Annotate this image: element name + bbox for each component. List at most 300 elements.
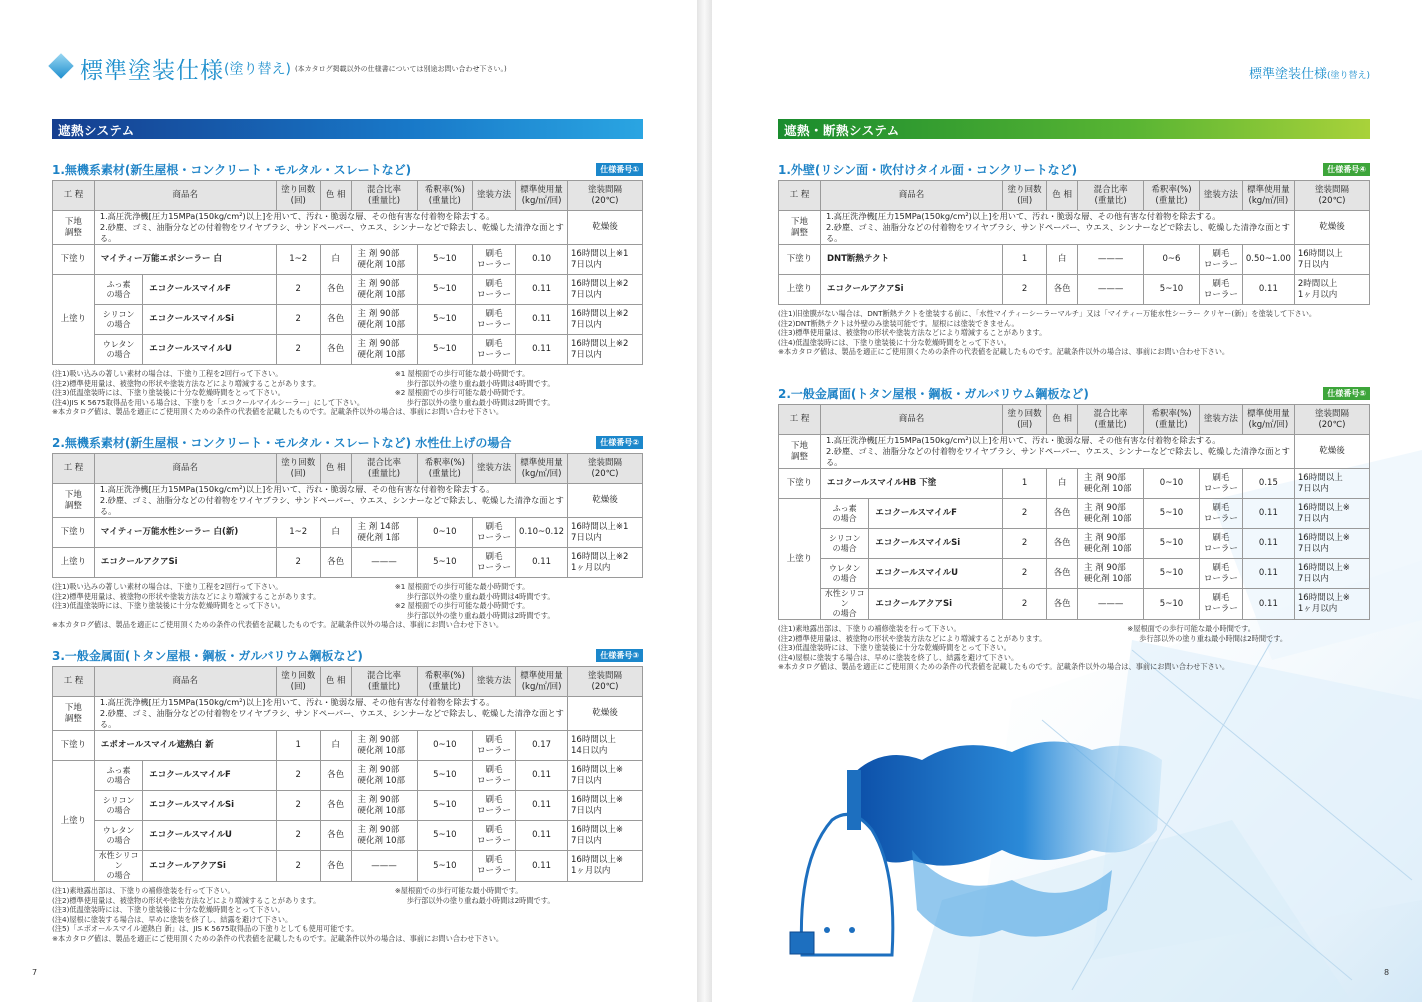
spec-number-badge: 仕様番号④	[1323, 163, 1370, 176]
column-header: 商品名	[94, 181, 276, 211]
page-title	[52, 52, 507, 82]
note-line: (注2)標準使用量は、被塗物の形状や塗装方法などにより増減することがあります。	[52, 378, 321, 388]
spec-section-3	[52, 647, 643, 944]
interval-cell: 乾燥後	[1294, 435, 1369, 469]
table-row	[53, 335, 643, 365]
column-header: 希釈率(%) (重量比)	[417, 667, 472, 697]
color-cell: 各色	[320, 791, 351, 821]
color-cell: 各色	[1047, 499, 1078, 529]
notes-right	[1127, 624, 1287, 643]
interval-cell: 2時間以上 1ヶ月以内	[1294, 275, 1369, 305]
coats-cell: 2	[276, 821, 320, 851]
mix-ratio-cell: 主 剤 90部 硬化剤 10部	[1078, 469, 1144, 499]
column-header: 色 相	[320, 181, 351, 211]
column-header: 塗装間隔 (20℃)	[1294, 405, 1369, 435]
section-title	[778, 161, 1370, 180]
note-line: (注3)低温塗装時には、下塗り塗装後に十分な乾燥時間をとって下さい。	[778, 643, 1011, 653]
spec-number-badge: 仕様番号①	[596, 163, 643, 176]
note-line: (注1)素地露出部は、下塗りの補修塗装を行って下さい。	[778, 624, 961, 633]
column-header: 塗装間隔 (20℃)	[568, 181, 643, 211]
step-cell: 下塗り	[53, 245, 95, 275]
table-row	[779, 469, 1370, 499]
step-cell: 下塗り	[779, 245, 821, 275]
column-header: 標準使用量 (kg/㎡/回)	[516, 454, 568, 484]
diamond-icon	[48, 53, 73, 78]
notes-right	[395, 369, 555, 407]
finish-type-cell: シリコン の場合	[94, 791, 142, 821]
spec-table	[52, 180, 643, 365]
spec-section-2	[52, 434, 643, 630]
table-row	[779, 589, 1370, 620]
mix-ratio-cell: ———	[1078, 245, 1144, 275]
product-name-cell: エコクールスマイルF	[143, 761, 276, 791]
spec-section-5	[778, 385, 1370, 672]
column-header: 希釈率(%) (重量比)	[1144, 405, 1200, 435]
table-row	[779, 559, 1370, 589]
finish-type-cell: ウレタン の場合	[94, 335, 142, 365]
column-header: 塗り回数 (回)	[276, 181, 320, 211]
color-cell: 各色	[1047, 589, 1078, 620]
note-line: (注5)「エポオールスマイル遮熱白 新」は、JIS K 5675取得品の下塗りとしても使用可能です。	[52, 924, 359, 934]
interval-cell: 16時間以上 7日以内	[1294, 245, 1369, 275]
usage-cell: 0.11	[516, 275, 568, 305]
table-row-prep	[779, 435, 1370, 469]
coats-cell: 2	[276, 791, 320, 821]
prep-text-cell: 1.高圧洗浄機[圧力15MPa(150kg/cm²)以上]を用いて、汚れ・脆弱な層、その他有害な付着物を除去する。 2.砂塵、ゴミ、油脂分などの付着物をワイヤブラシ、サンドペーパー、ウエス、シンナーなどで除去し、乾燥した清浄な面とする。	[94, 484, 567, 518]
interval-cell: 16時間以上※2 7日以内	[568, 275, 643, 305]
column-header: 希釈率(%) (重量比)	[1144, 181, 1200, 211]
note-line: (注3)低温塗装時には、下塗り塗装後に十分な乾燥時間をとって下さい。	[52, 905, 285, 915]
table-row-prep	[779, 211, 1370, 245]
coats-cell: 2	[276, 548, 320, 578]
column-header: 希釈率(%) (重量比)	[417, 454, 472, 484]
interval-cell: 16時間以上※1 7日以内	[568, 518, 643, 548]
usage-cell: 0.11	[1242, 529, 1294, 559]
note-line: (注2)標準使用量は、被塗物の形状や塗装方法などにより増減することがあります。	[52, 591, 321, 601]
coats-cell: 2	[1002, 529, 1046, 559]
spec-table	[52, 453, 643, 578]
interval-cell: 16時間以上※ 1ヶ月以内	[568, 851, 643, 882]
step-cell: 下塗り	[53, 731, 95, 761]
interval-cell: 16時間以上※1 7日以内	[568, 245, 643, 275]
product-name-cell: エコクールスマイルF	[143, 275, 276, 305]
interval-cell: 16時間以上※ 7日以内	[568, 821, 643, 851]
note-line: ※2 屋根面での歩行可能な最小時間です。	[394, 601, 530, 611]
table-header-row	[779, 181, 1370, 211]
section-title-text: 1.無機系素材(新生屋根・コンクリート・モルタル・スレートなど)	[52, 163, 412, 177]
product-name-cell: エコクールアクアSi	[143, 851, 276, 882]
mix-ratio-cell: 主 剤 90部 硬化剤 10部	[351, 305, 417, 335]
step-cell: 下地 調整	[779, 211, 821, 245]
column-header: 塗り回数 (回)	[276, 667, 320, 697]
title-main: 標準塗装仕様	[80, 58, 224, 84]
note-line: ※本カタログ値は、製品を適正にご使用頂くための条件の代表値を記載したものです。記載条件以外の場合は、事前にお問い合わせ下さい。	[52, 933, 504, 943]
color-cell: 各色	[320, 548, 351, 578]
note-line: 歩行部以外の塗り重ね最小時間は2時間です。	[406, 895, 555, 905]
column-header: 標準使用量 (kg/㎡/回)	[1242, 181, 1294, 211]
note-line: ※屋根面での歩行可能な最小時間です。	[394, 886, 523, 895]
column-header: 塗装方法	[1199, 181, 1242, 211]
mix-ratio-cell: 主 剤 90部 硬化剤 10部	[351, 821, 417, 851]
color-cell: 各色	[320, 851, 351, 882]
column-header: 塗装方法	[473, 454, 516, 484]
finish-type-cell: ふっ素 の場合	[94, 275, 142, 305]
interval-cell: 16時間以上 14日以内	[568, 731, 643, 761]
product-name-cell: DNT断熱テクト	[820, 245, 1002, 275]
column-header: 塗装間隔 (20℃)	[1294, 181, 1369, 211]
table-row	[53, 518, 643, 548]
product-name-cell: マイティー万能エポシーラー 白	[94, 245, 276, 275]
page-gutter	[697, 0, 712, 1002]
section-title	[778, 385, 1370, 404]
prep-text-cell: 1.高圧洗浄機[圧力15MPa(150kg/cm²)以上]を用いて、汚れ・脆弱な層、その他有害な付着物を除去する。 2.砂塵、ゴミ、油脂分などの付着物をワイヤブラシ、サンドペーパー、ウエス、シンナーなどで除去し、乾燥した清浄な面とする。	[94, 697, 567, 731]
interval-cell: 16時間以上※ 7日以内	[1294, 499, 1369, 529]
finish-type-cell: ウレタン の場合	[820, 559, 868, 589]
note-line: (注3)低温塗装時には、下塗り塗装後に十分な乾燥時間をとって下さい。	[52, 601, 285, 611]
interval-cell: 16時間以上※ 7日以内	[568, 761, 643, 791]
coats-cell: 2	[1002, 499, 1046, 529]
usage-cell: 0.11	[516, 335, 568, 365]
usage-cell: 0.11	[516, 851, 568, 882]
column-header: 工 程	[53, 454, 95, 484]
dilution-cell: 0~10	[1144, 469, 1200, 499]
product-name-cell: エコクールスマイルSi	[143, 305, 276, 335]
spec-section-4	[778, 161, 1370, 357]
notes-block	[778, 624, 1370, 672]
column-header: 希釈率(%) (重量比)	[417, 181, 472, 211]
note-line: 歩行部以外の塗り重ね最小時間は4時間です。	[406, 378, 555, 388]
color-cell: 各色	[320, 275, 351, 305]
mix-ratio-cell: ———	[1078, 589, 1144, 620]
title-paren: (塗り替え)	[224, 61, 291, 78]
mix-ratio-cell: 主 剤 90部 硬化剤 10部	[1078, 499, 1144, 529]
prep-text-cell: 1.高圧洗浄機[圧力15MPa(150kg/cm²)以上]を用いて、汚れ・脆弱な層、その他有害な付着物を除去する。 2.砂塵、ゴミ、油脂分などの付着物をワイヤブラシ、サンドペーパー、ウエス、シンナーなどで除去し、乾燥した清浄な面とする。	[94, 211, 567, 245]
method-cell: 刷毛 ローラー	[1199, 529, 1242, 559]
color-cell: 各色	[320, 305, 351, 335]
method-cell: 刷毛 ローラー	[473, 821, 516, 851]
note-line: (注4)低温塗装時には、下塗り塗装後に十分な乾燥時間をとって下さい。	[778, 337, 1011, 347]
table-header-row	[53, 181, 643, 211]
notes-block	[52, 369, 643, 417]
interval-cell: 乾燥後	[1294, 211, 1369, 245]
finish-type-cell: ふっ素 の場合	[94, 761, 142, 791]
method-cell: 刷毛 ローラー	[473, 518, 516, 548]
prep-text-cell: 1.高圧洗浄機[圧力15MPa(150kg/cm²)以上]を用いて、汚れ・脆弱な層、その他有害な付着物を除去する。 2.砂塵、ゴミ、油脂分などの付着物をワイヤブラシ、サンドペーパー、ウエス、シンナーなどで除去し、乾燥した清浄な面とする。	[820, 211, 1294, 245]
column-header: 混合比率 (重量比)	[1078, 181, 1144, 211]
table-row	[53, 731, 643, 761]
table-row	[53, 245, 643, 275]
column-header: 塗装方法	[473, 181, 516, 211]
spec-number-badge: 仕様番号③	[596, 649, 643, 662]
note-line: 歩行部以外の塗り重ね最小時間は2時間です。	[406, 397, 555, 407]
coats-cell: 1	[1002, 469, 1046, 499]
dilution-cell: 5~10	[417, 851, 472, 882]
note-line: 歩行部以外の塗り重ね最小時間は4時間です。	[406, 591, 555, 601]
method-cell: 刷毛 ローラー	[473, 761, 516, 791]
table-row-prep	[53, 484, 643, 518]
dilution-cell: 5~10	[417, 548, 472, 578]
running-header-sub: (塗り替え)	[1326, 71, 1370, 81]
color-cell: 各色	[1047, 275, 1078, 305]
coats-cell: 2	[1002, 275, 1046, 305]
mix-ratio-cell: 主 剤 90部 硬化剤 10部	[351, 335, 417, 365]
coats-cell: 2	[1002, 589, 1046, 620]
dilution-cell: 5~10	[1144, 529, 1200, 559]
column-header: 混合比率 (重量比)	[1078, 405, 1144, 435]
running-header	[1249, 63, 1370, 82]
interval-cell: 16時間以上※2 7日以内	[568, 335, 643, 365]
column-header: 塗り回数 (回)	[276, 454, 320, 484]
note-line: (注2)標準使用量は、被塗物の形状や塗装方法などにより増減することがあります。	[52, 895, 321, 905]
mix-ratio-cell: 主 剤 90部 硬化剤 10部	[351, 791, 417, 821]
finish-type-cell: 水性シリコン の場合	[820, 589, 868, 620]
usage-cell: 0.50~1.00	[1242, 245, 1294, 275]
note-line: (注4)屋根に塗装する場合は、早めに塗装を終了し、結露を避けて下さい。	[52, 914, 293, 924]
column-header: 混合比率 (重量比)	[351, 667, 417, 697]
interval-cell: 16時間以上※ 7日以内	[1294, 559, 1369, 589]
note-line: (注1)旧塗膜がない場合は、DNT断熱テクトを塗装する前に、「水性マイティーシーラーマルチ」又は「マイティー万能水性シーラー クリヤー(新)」を塗装して下さい。	[778, 309, 1317, 318]
coats-cell: 2	[276, 275, 320, 305]
method-cell: 刷毛 ローラー	[473, 851, 516, 882]
finish-type-cell: シリコン の場合	[820, 529, 868, 559]
dilution-cell: 5~10	[417, 245, 472, 275]
color-cell: 白	[320, 245, 351, 275]
section-title-text: 2.一般金属面(トタン屋根・鋼板・ガルバリウム鋼板など)	[778, 387, 1089, 401]
note-line: (注1)吸い込みの著しい素材の場合は、下塗り工程を2回行って下さい。	[52, 369, 283, 378]
table-row	[779, 499, 1370, 529]
note-line: (注3)低温塗装時には、下塗り塗装後に十分な乾燥時間をとって下さい。	[52, 388, 285, 398]
dilution-cell: 0~6	[1144, 245, 1200, 275]
coats-cell: 2	[276, 761, 320, 791]
notes-right	[395, 886, 555, 905]
mix-ratio-cell: 主 剤 90部 硬化剤 10部	[351, 245, 417, 275]
coats-cell: 2	[276, 335, 320, 365]
table-header-row	[53, 454, 643, 484]
spec-number-badge: 仕様番号⑤	[1323, 387, 1370, 400]
table-header-row	[779, 405, 1370, 435]
step-cell: 上塗り	[53, 548, 95, 578]
right-page	[712, 0, 1422, 1002]
dilution-cell: 5~10	[1144, 589, 1200, 620]
table-row	[53, 851, 643, 882]
product-name-cell: エコクールスマイルU	[143, 335, 276, 365]
table-row	[53, 791, 643, 821]
column-header: 商品名	[94, 454, 276, 484]
spec-table	[778, 180, 1370, 305]
spec-number-badge: 仕様番号②	[596, 436, 643, 449]
product-name-cell: エコクールアクアSi	[820, 275, 1002, 305]
method-cell: 刷毛 ローラー	[473, 548, 516, 578]
column-header: 工 程	[779, 405, 821, 435]
note-line: ※本カタログ値は、製品を適正にご使用頂くための条件の代表値を記載したものです。記載条件以外の場合は、事前にお問い合わせ下さい。	[778, 662, 1230, 672]
coats-cell: 1~2	[276, 245, 320, 275]
step-cell: 下地 調整	[53, 697, 95, 731]
method-cell: 刷毛 ローラー	[1199, 275, 1242, 305]
coats-cell: 2	[276, 851, 320, 882]
dilution-cell: 5~10	[417, 821, 472, 851]
mix-ratio-cell: 主 剤 14部 硬化剤 1部	[351, 518, 417, 548]
finish-type-cell: ふっ素 の場合	[820, 499, 868, 529]
column-header: 商品名	[820, 181, 1002, 211]
notes-left	[778, 309, 1370, 357]
notes-block	[52, 582, 643, 630]
step-cell: 下塗り	[53, 518, 95, 548]
color-cell: 白	[320, 518, 351, 548]
method-cell: 刷毛 ローラー	[473, 335, 516, 365]
step-cell: 下地 調整	[53, 484, 95, 518]
color-cell: 白	[1047, 469, 1078, 499]
interval-cell: 16時間以上 7日以内	[1294, 469, 1369, 499]
note-line: (注1)素地露出部は、下塗りの補修塗装を行って下さい。	[52, 886, 235, 895]
mix-ratio-cell: 主 剤 90部 硬化剤 10部	[351, 731, 417, 761]
dilution-cell: 5~10	[417, 335, 472, 365]
note-line: ※本カタログ値は、製品を適正にご使用頂くための条件の代表値を記載したものです。記載条件以外の場合は、事前にお問い合わせ下さい。	[52, 407, 504, 417]
usage-cell: 0.11	[516, 548, 568, 578]
dilution-cell: 0~10	[417, 731, 472, 761]
color-cell: 各色	[320, 821, 351, 851]
column-header: 塗装間隔 (20℃)	[568, 667, 643, 697]
section-title	[52, 434, 643, 453]
note-line: ※1 屋根面での歩行可能な最小時間です。	[394, 369, 530, 378]
product-name-cell: エコクールアクアSi	[94, 548, 276, 578]
color-cell: 白	[1047, 245, 1078, 275]
column-header: 塗り回数 (回)	[1002, 181, 1046, 211]
interval-cell: 乾燥後	[568, 484, 643, 518]
table-row	[779, 245, 1370, 275]
mix-ratio-cell: ———	[351, 548, 417, 578]
column-header: 塗装間隔 (20℃)	[568, 454, 643, 484]
method-cell: 刷毛 ローラー	[473, 305, 516, 335]
column-header: 混合比率 (重量比)	[351, 181, 417, 211]
note-line: (注2)DNT断熱テクトは外壁のみ塗装可能です。屋根には塗装できません。	[778, 318, 1019, 328]
column-header: 工 程	[779, 181, 821, 211]
table-row	[779, 529, 1370, 559]
color-cell: 各色	[1047, 559, 1078, 589]
coats-cell: 2	[276, 305, 320, 335]
usage-cell: 0.11	[516, 791, 568, 821]
table-header-row	[53, 667, 643, 697]
step-cell: 下地 調整	[779, 435, 821, 469]
product-name-cell: エポオールスマイル遮熱白 新	[94, 731, 276, 761]
section-title	[52, 161, 643, 180]
note-line: ※本カタログ値は、製品を適正にご使用頂くための条件の代表値を記載したものです。記載条件以外の場合は、事前にお問い合わせ下さい。	[52, 620, 504, 630]
table-row	[53, 305, 643, 335]
column-header: 工 程	[53, 181, 95, 211]
mix-ratio-cell: 主 剤 90部 硬化剤 10部	[1078, 559, 1144, 589]
column-header: 塗装方法	[1199, 405, 1242, 435]
method-cell: 刷毛 ローラー	[473, 791, 516, 821]
spec-table	[52, 666, 643, 882]
usage-cell: 0.11	[1242, 275, 1294, 305]
finish-type-cell: シリコン の場合	[94, 305, 142, 335]
column-header: 色 相	[1047, 181, 1078, 211]
dilution-cell: 5~10	[1144, 559, 1200, 589]
product-name-cell: エコクールスマイルU	[143, 821, 276, 851]
interval-cell: 16時間以上※ 7日以内	[568, 791, 643, 821]
section-title-text: 2.無機系素材(新生屋根・コンクリート・モルタル・スレートなど) 水性仕上げの場合	[52, 436, 512, 450]
column-header: 混合比率 (重量比)	[351, 454, 417, 484]
interval-cell: 16時間以上※2 7日以内	[568, 305, 643, 335]
column-header: 色 相	[320, 667, 351, 697]
column-header: 色 相	[1047, 405, 1078, 435]
usage-cell: 0.11	[1242, 499, 1294, 529]
column-header: 標準使用量 (kg/㎡/回)	[516, 667, 568, 697]
left-page	[0, 0, 697, 1002]
dilution-cell: 5~10	[417, 791, 472, 821]
finish-type-cell: ウレタン の場合	[94, 821, 142, 851]
note-line: (注2)標準使用量は、被塗物の形状や塗装方法などにより増減することがあります。	[778, 633, 1047, 643]
mix-ratio-cell: 主 剤 90部 硬化剤 10部	[351, 761, 417, 791]
usage-cell: 0.15	[1242, 469, 1294, 499]
usage-cell: 0.10~0.12	[516, 518, 568, 548]
mix-ratio-cell: 主 剤 90部 硬化剤 10部	[351, 275, 417, 305]
step-cell: 下塗り	[779, 469, 821, 499]
note-line: ※屋根面での歩行可能な最小時間です。	[1127, 624, 1255, 633]
interval-cell: 16時間以上※ 7日以内	[1294, 529, 1369, 559]
running-header-main: 標準塗装仕様	[1248, 67, 1327, 82]
method-cell: 刷毛 ローラー	[473, 245, 516, 275]
method-cell: 刷毛 ローラー	[1199, 469, 1242, 499]
dilution-cell: 5~10	[1144, 275, 1200, 305]
column-header: 色 相	[320, 454, 351, 484]
note-line: (注4)JIS K 5675取得品を用いる場合は、下塗りを「エコクールマイルシーラー」にして下さい。	[52, 397, 365, 407]
product-name-cell: エコクールスマイルHB 下塗	[820, 469, 1002, 499]
note-line: (注1)吸い込みの著しい素材の場合は、下塗り工程を2回行って下さい。	[52, 582, 283, 591]
table-row	[53, 275, 643, 305]
coats-cell: 2	[1002, 559, 1046, 589]
notes-right	[395, 582, 555, 620]
table-row	[53, 761, 643, 791]
product-name-cell: エコクールスマイルU	[869, 559, 1003, 589]
product-name-cell: エコクールアクアSi	[869, 589, 1003, 620]
note-line: (注4)屋根に塗装する場合は、早めに塗装を終了し、結露を避けて下さい。	[778, 652, 1019, 662]
spec-table	[778, 404, 1370, 620]
spec-section-1	[52, 161, 643, 417]
interval-cell: 16時間以上※2 1ヶ月以内	[568, 548, 643, 578]
table-row	[53, 821, 643, 851]
note-line: ※2 屋根面での歩行可能な最小時間です。	[394, 388, 530, 398]
step-cell: 上塗り	[779, 499, 821, 620]
section-title	[52, 647, 643, 666]
page-number-left: 7	[32, 968, 38, 977]
usage-cell: 0.10	[516, 245, 568, 275]
usage-cell: 0.11	[1242, 589, 1294, 620]
step-cell: 上塗り	[53, 761, 95, 882]
interval-cell: 乾燥後	[568, 697, 643, 731]
dilution-cell: 5~10	[417, 305, 472, 335]
note-line: 歩行部以外の塗り重ね最小時間は2時間です。	[406, 610, 555, 620]
title-note: (本カタログ掲載以外の仕様書については別途お問い合わせ下さい。)	[294, 64, 507, 73]
mix-ratio-cell: 主 剤 90部 硬化剤 10部	[1078, 529, 1144, 559]
dilution-cell: 5~10	[417, 761, 472, 791]
product-name-cell: エコクールスマイルF	[869, 499, 1003, 529]
column-header: 標準使用量 (kg/㎡/回)	[1242, 405, 1294, 435]
section-title-text: 3.一般金属面(トタン屋根・鋼板・ガルバリウム鋼板など)	[52, 649, 363, 663]
prep-text-cell: 1.高圧洗浄機[圧力15MPa(150kg/cm²)以上]を用いて、汚れ・脆弱な層、その他有害な付着物を除去する。 2.砂塵、ゴミ、油脂分などの付着物をワイヤブラシ、サンドペーパー、ウエス、シンナーなどで除去し、乾燥した清浄な面とする。	[820, 435, 1294, 469]
usage-cell: 0.17	[516, 731, 568, 761]
system-bar-heat-insulation: 遮熱・断熱システム	[778, 119, 1370, 139]
column-header: 商品名	[94, 667, 276, 697]
note-line: (注3)標準使用量は、被塗物の形状や塗装方法などにより増減することがあります。	[778, 328, 1047, 338]
step-cell: 上塗り	[53, 275, 95, 365]
table-row-prep	[53, 211, 643, 245]
product-name-cell: エコクールスマイルSi	[869, 529, 1003, 559]
table-row	[779, 275, 1370, 305]
note-line: ※1 屋根面での歩行可能な最小時間です。	[394, 582, 530, 591]
usage-cell: 0.11	[516, 821, 568, 851]
interval-cell: 16時間以上※ 1ヶ月以内	[1294, 589, 1369, 620]
color-cell: 各色	[320, 335, 351, 365]
